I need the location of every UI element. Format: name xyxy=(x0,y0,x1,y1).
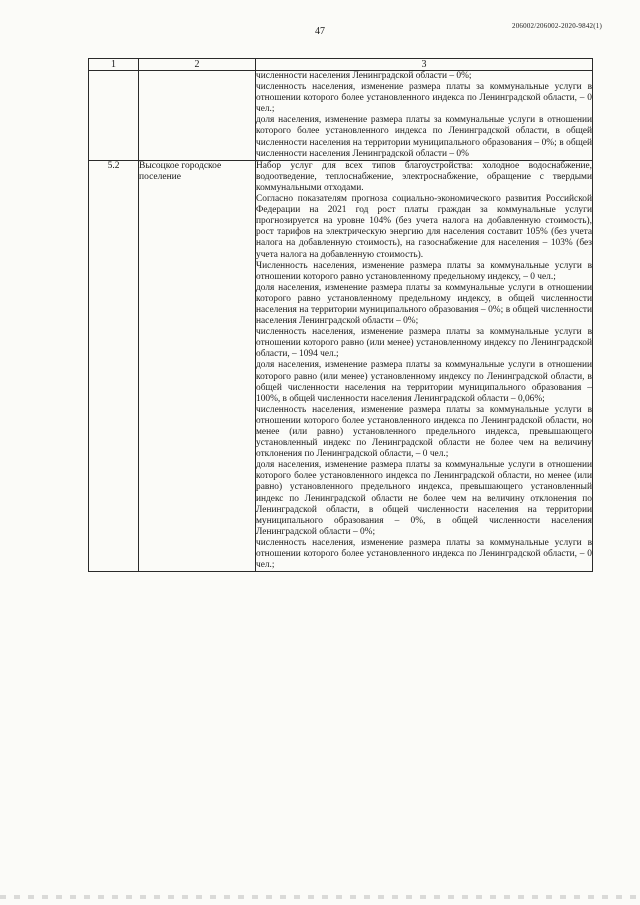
header-row xyxy=(89,59,593,71)
settlement-name xyxy=(139,71,256,161)
scan-edge-strip xyxy=(0,895,640,899)
paragraph: численность населения, изменение размера платы за коммунальные услуги в отношении которого более установленного индекса по Ленинградской области, но менее (или равно) установленного предельного индекса, превышающего установленный индекс по Ленинградской области не более чем на величину отклонения по Ленинградской области, – 0 чел.; xyxy=(256,404,592,460)
row-number xyxy=(89,71,139,161)
paragraph: численности населения Ленинградской области – 0%; xyxy=(256,71,472,81)
page-number: 47 xyxy=(315,26,325,37)
paragraph: численность населения, изменение размера платы за коммунальные услуги в отношении которого более установленного индекса по Ленинградской области, – 0 чел.; xyxy=(256,537,592,571)
paragraph: численность населения, изменение размера платы за коммунальные услуги в отношении которого равно (или менее) установленному индексу по Ленинградской области, – 1094 чел.; xyxy=(256,327,592,360)
paragraph: Согласно показателям прогноза социально-экономического развития Российской Федерации на 2021 год рост платы граждан за коммунальные услуги прогнозируется на уровне 104% (без учета налога на добавленную стоимость), рост тарифов на электрическую энергию для населения составит 105% (без учета налога на добавленную стоимость), на газоснабжение для населения – 103% (без учета налога на добавленную стоимость). xyxy=(256,194,592,260)
data-table xyxy=(88,58,593,572)
table-row xyxy=(89,71,593,161)
row-text xyxy=(256,71,593,161)
column-header-1: 1 xyxy=(89,59,139,71)
row-text xyxy=(256,160,593,571)
paragraph: доля населения, изменение размера платы за коммунальные услуги в отношении которого равно (или менее) установленному индексу по Ленинградской области, в общей численности населения на территории муниципального образования – 100%, в общей численности населения Ленинградской области – 0,06%; xyxy=(256,360,592,404)
paragraph: Набор услуг для всех типов благоустройства: холодное водоснабжение, водоотведение, теплоснабжение, электроснабжение, обращение с твердыми коммунальными отходами. xyxy=(256,160,592,193)
row-number: 5.2 xyxy=(89,160,139,571)
settlement-name: Высоцкое городское поселение xyxy=(139,160,256,571)
paragraph: доля населения, изменение размера платы за коммунальные услуги в отношении которого равно установленному предельному индексу, в общей численности населения на территории муниципального образования – 0%; в общей численности населения Ленинградской области – 0%; xyxy=(256,282,592,327)
paragraph: численность населения, изменение размера платы за коммунальные услуги в отношении которого более установленного индекса по Ленинградской области, – 0 чел.; xyxy=(256,82,592,115)
table-row xyxy=(89,160,593,571)
document-code: 206002/206002-2020-9842(1) xyxy=(512,22,602,30)
paragraph: доля населения, изменение размера платы за коммунальные услуги в отношении которого более установленного индекса по Ленинградской области, в общей численности населения на территории муниципального образования – 0%; в общей численности населения Ленинградской области – 0% xyxy=(256,115,592,159)
column-header-2: 2 xyxy=(139,59,256,71)
paragraph: Численность населения, изменение размера платы за коммунальные услуги в отношении которого равно установленному предельному индексу, – 0 чел.; xyxy=(256,260,592,282)
paragraph: доля населения, изменение размера платы за коммунальные услуги в отношении которого более установленного индекса по Ленинградской области, но менее (или равно) установленного предельного индекса, превышающего установленный индекс по Ленинградской области не более чем на величину отклонения по Ленинградской области, в общей численности населения на территории муниципального образования – 0%, в общей численности населения Ленинградской области – 0%; xyxy=(256,460,592,537)
column-header-3: 3 xyxy=(256,59,593,71)
